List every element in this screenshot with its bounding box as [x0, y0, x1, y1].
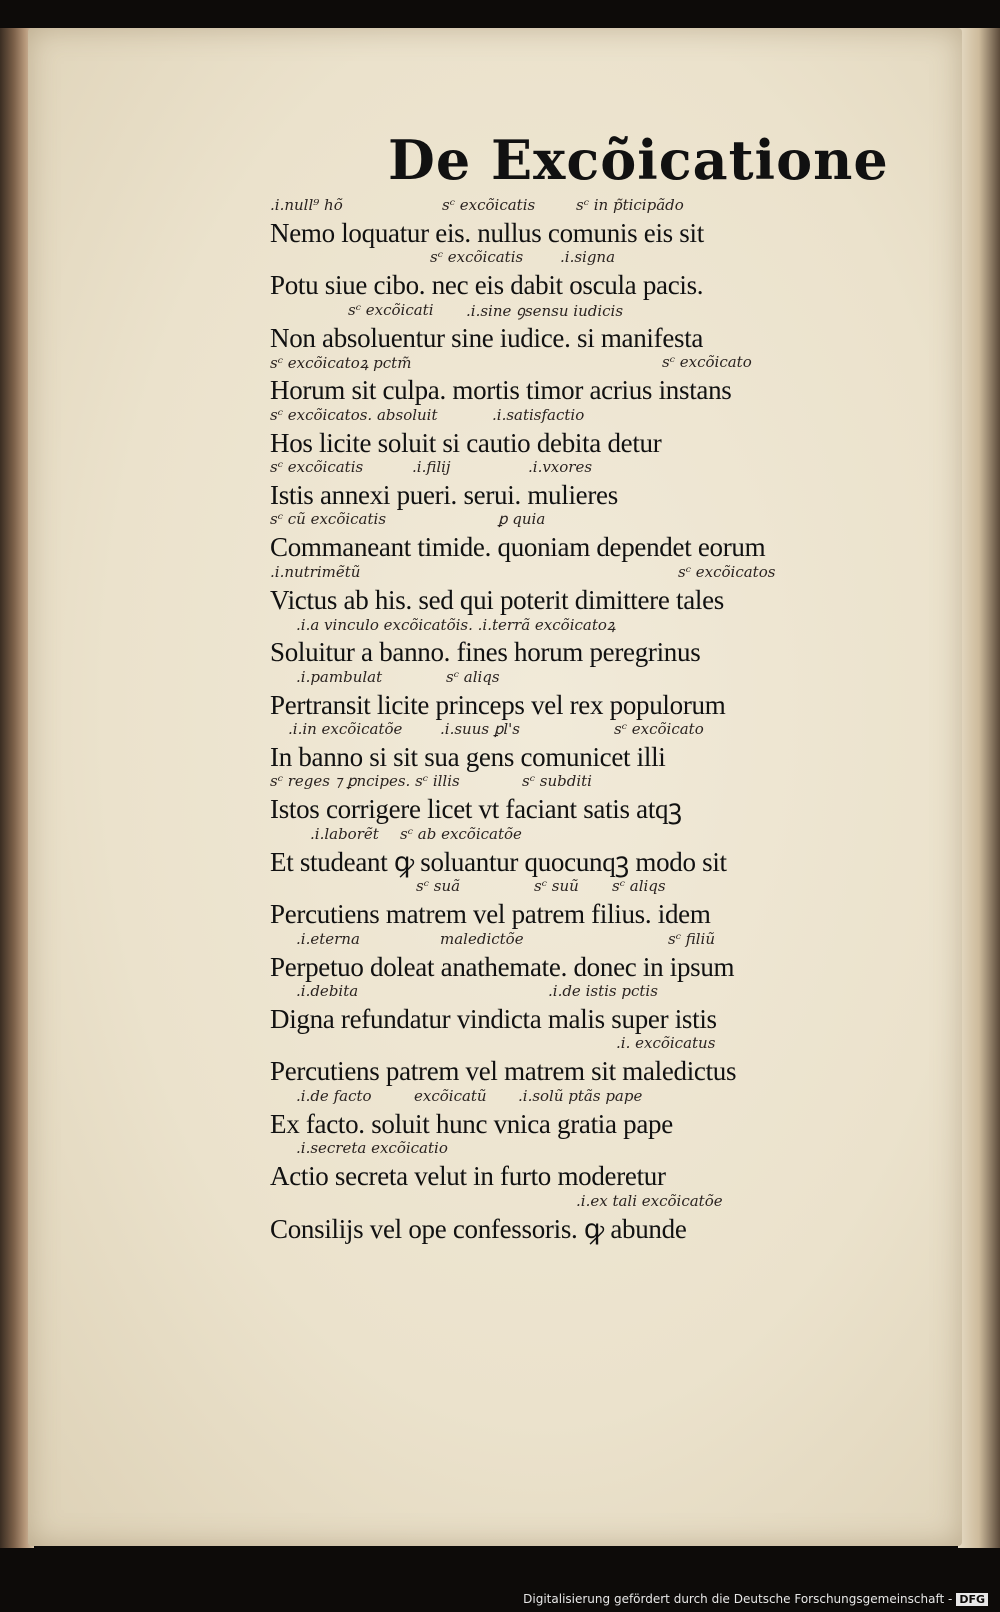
verse-line: Consilijs vel ope confessoris. ꝙ abunde [270, 1213, 687, 1244]
gloss-word: .i.vxores [528, 458, 593, 476]
stanza [270, 301, 830, 353]
gloss-word: .i.null⁹ hõ [270, 196, 343, 214]
gloss-word: ꝑ quia [498, 510, 546, 529]
gloss-line [270, 458, 830, 480]
stanza [270, 353, 830, 405]
dfg-logo: DFG [956, 1593, 988, 1606]
gloss-word: .i.pambulat [296, 667, 383, 686]
gloss-word: sᶜ aliqs [612, 877, 666, 896]
gloss-word: .i.laborẽt [310, 824, 379, 843]
gloss-word: .i.de facto [296, 1086, 372, 1105]
verse-line: Hos licite soluit si cautio debita detur [270, 427, 662, 458]
gloss-word: sᶜ excõicato [614, 720, 704, 738]
gloss-word: .i. excõicatus [616, 1034, 716, 1053]
stanza [270, 772, 830, 824]
stanza [270, 248, 830, 300]
gloss-word: sᶜ suã [416, 877, 461, 896]
verse-line: Soluitur a banno. fines horum peregrinus [270, 637, 701, 668]
stanza [270, 1034, 830, 1086]
gloss-line [270, 615, 830, 637]
stanza [270, 668, 830, 720]
page-title: De Excõicatione [388, 128, 889, 192]
verse-line: In banno si sit sua gens comunicet illi [270, 742, 666, 772]
stanza [270, 982, 830, 1034]
verse-line: Nemo loquatur eis. nullus comunis eis sit [270, 218, 704, 248]
verse-line: Victus ab his. sed qui poterit dimittere tales [270, 584, 724, 615]
stanza [270, 930, 830, 982]
gloss-word: sᶜ excõicato [662, 353, 752, 372]
gloss-word: .i.nutrimẽtũ [270, 562, 361, 581]
stanza [270, 1087, 830, 1139]
gloss-line [270, 982, 830, 1004]
verse-line: Commaneant timide. quoniam dependet eorum [270, 532, 766, 563]
gloss-word: .i.secreta excõicatio [296, 1139, 448, 1158]
gloss-line [270, 196, 830, 218]
gloss-word: sᶜ in p̃ticipãdo [576, 196, 684, 214]
gloss-word: excõicatũ [414, 1086, 487, 1105]
footer-credit [523, 1592, 988, 1606]
gloss-line [270, 1034, 830, 1056]
gloss-word: sᶜ excõicatos [678, 562, 776, 581]
stanza [270, 877, 830, 929]
gloss-word: sᶜ suũ [534, 877, 579, 896]
gloss-word: .i.debita [296, 982, 359, 1000]
gloss-word: sᶜ excõicatoꝝ pctm̃ [270, 354, 412, 373]
stanza [270, 720, 830, 772]
gloss-line [270, 668, 830, 690]
verse-line: Istis annexi pueri. serui. mulieres [270, 480, 618, 510]
gloss-word: .i.ex tali excõicatõe [576, 1191, 723, 1210]
stanza [270, 1192, 830, 1244]
gloss-word: .i.sine ꝯsensu iudicis [466, 301, 624, 320]
gloss-word: .i.satisfactio [492, 405, 585, 424]
gloss-word: sᶜ excõicatis [430, 248, 524, 267]
gloss-word: .i.eterna [296, 929, 360, 948]
gloss-word: .i.suus ꝑl's [440, 720, 520, 738]
gloss-line [270, 406, 830, 428]
stanza [270, 196, 830, 248]
gloss-word: .i.a vinculo excõicatõis. .i.terrã excõicatoꝝ [296, 616, 616, 635]
verse-line: Pertransit licite princeps vel rex populorum [270, 689, 726, 720]
gloss-line [270, 1139, 830, 1161]
gloss-line [270, 510, 830, 532]
stanza [270, 1139, 830, 1191]
gloss-word: sᶜ excõicatis [442, 196, 536, 214]
verse-line: Potu siue cibo. nec eis dabit oscula pacis. [270, 270, 704, 301]
gloss-line [270, 1087, 830, 1109]
stanza [270, 825, 830, 877]
stanza [270, 563, 830, 615]
verse-line: Non absoluentur sine iudice. si manifesta [270, 322, 704, 353]
gloss-word: sᶜ ab excõicatõe [400, 824, 522, 843]
footer-text: Digitalisierung gefördert durch die Deutsche Forschungsgemeinschaft - [523, 1592, 953, 1606]
gloss-word: .i.solũ ptãs pape [518, 1086, 643, 1105]
gloss-line [270, 563, 830, 585]
gloss-line [270, 877, 830, 899]
gloss-word: sᶜ reges ⁊ ꝑncipes. sᶜ illis [270, 772, 460, 791]
book-right-edge [958, 28, 1000, 1548]
verse-line: Percutiens patrem vel matrem sit maledictus [270, 1056, 737, 1087]
gloss-line [270, 301, 830, 323]
stanza [270, 615, 830, 667]
gloss-word: sᶜ filiũ [668, 929, 716, 948]
gloss-word: .i.in excõicatõe [288, 720, 403, 738]
verse-line: Perpetuo doleat anathemate. donec in ipsum [270, 951, 735, 982]
gloss-word: sᶜ subditi [522, 772, 592, 791]
stanza [270, 406, 830, 458]
gloss-line [270, 720, 830, 742]
gloss-word: sᶜ cũ excõicatis [270, 510, 387, 529]
gloss-word: .i.signa [560, 248, 616, 267]
verse-line: Istos corrigere licet vt faciant satis atqꝫ [270, 794, 682, 825]
gloss-line [270, 353, 830, 375]
gloss-word: maledictõe [440, 929, 524, 948]
gloss-word: .i.de istis pctis [548, 982, 658, 1000]
gloss-word: sᶜ excõicati [348, 300, 434, 319]
verse-line: Digna refundatur vindicta malis super istis [270, 1004, 717, 1034]
stanza [270, 510, 830, 562]
verse-line: Horum sit culpa. mortis timor acrius instans [270, 375, 732, 406]
gloss-line [270, 930, 830, 952]
verse-line: Actio secreta velut in furto moderetur [270, 1161, 666, 1192]
gloss-line [270, 248, 830, 270]
gloss-word: sᶜ aliqs [446, 667, 500, 686]
gloss-word: sᶜ excõicatis [270, 458, 364, 476]
verse-line: Percutiens matrem vel patrem filius. idem [270, 899, 711, 930]
gloss-word: .i.filij [412, 458, 451, 476]
gloss-word: sᶜ excõicatos. absoluit [270, 405, 438, 424]
verse-line: Ex facto. soluit hunc vnica gratia pape [270, 1108, 673, 1139]
verse-line: Et studeant ꝙ soluantur quocunqꝫ modo sit [270, 846, 727, 877]
gloss-line [270, 772, 830, 794]
gloss-line [270, 1192, 830, 1214]
stanza [270, 458, 830, 510]
gloss-line [270, 825, 830, 847]
